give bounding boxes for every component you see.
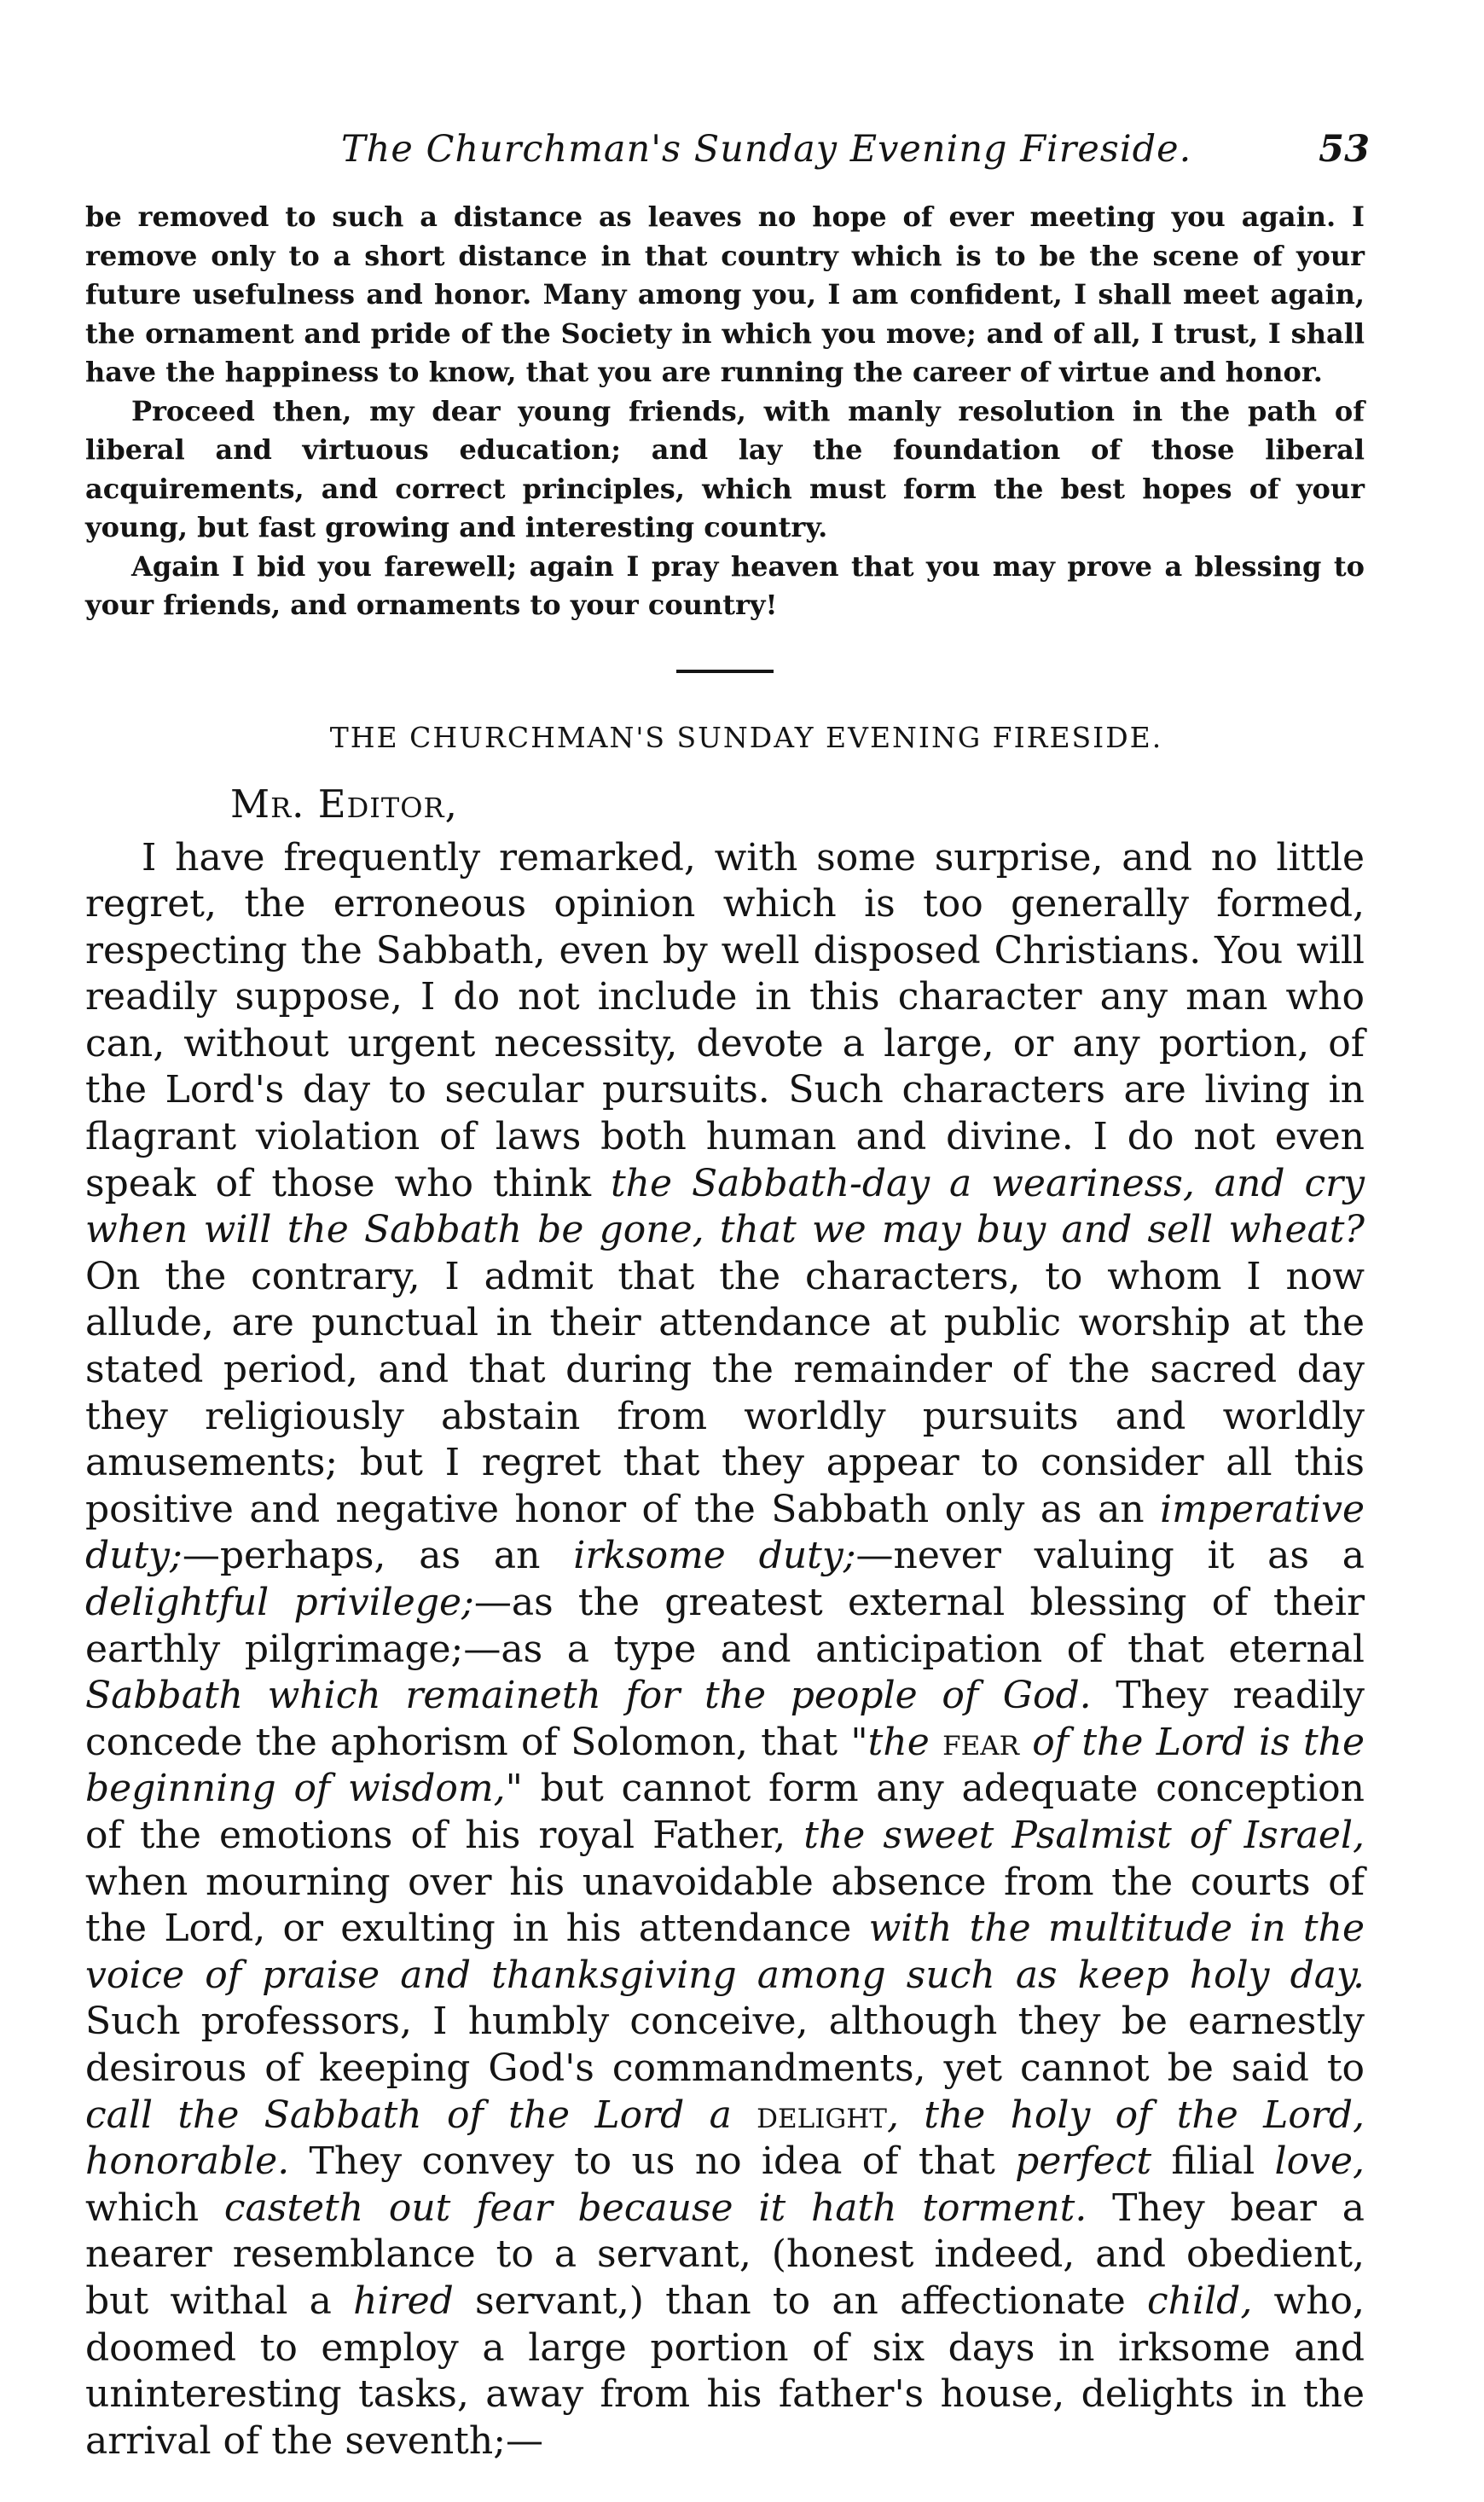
italic-text: with the multitude in the voice of praise and thanksgiving among such as keep holy day. [85, 1907, 1365, 1997]
letter-paragraph-1: be removed to such a distance as leaves no hope of ever meeting you again. I remove only to a short distance in that country which is to be the scene of your future usefulness and honor. Many among you, I am confident, I shall meet again, the ornament and pride of the Society in which you move; and of all, I trust, I shall have the happiness to know, that you are running the career of virtue and honor. [85, 200, 1365, 388]
italic-text: perfect [1015, 2139, 1152, 2184]
italic-text: casteth out fear because it hath torment. [223, 2186, 1087, 2230]
italic-text: delightful privilege; [85, 1581, 474, 1624]
section-divider [676, 670, 774, 673]
body-text-segment: They bear a nearer resemblance to a servant, (honest indeed, and obedient, but withal a [85, 2186, 1365, 2323]
italic-text: call the Sabbath of the Lord a [85, 2093, 757, 2137]
letter-paragraph-2: Proceed then, my dear young friends, with manly resolution in the path of liberal and virtuous education; and lay the foundation of those liberal acquirements, and correct principles, which must form the best hopes of your young, but fast growing and interesting country. [85, 394, 1365, 543]
running-head [85, 128, 1370, 179]
salutation: Mr. Editor, [230, 781, 458, 827]
body-text-segment: Such professors, I humbly conceive, although they be earnestly desirous of keeping God's commandments, yet cannot be said to [85, 2000, 1365, 2090]
article-body [85, 835, 1365, 2465]
small-caps-text: delight [756, 2093, 887, 2137]
body-text-segment: They convey to us no idea of that [289, 2139, 1016, 2184]
body-text-segment: —perhaps, as an [182, 1534, 574, 1578]
letter-paragraph-3: Again I bid you farewell; again I pray heaven that you may prove a blessing to your friends, and ornaments to your country! [85, 549, 1365, 621]
italic-text: imperative duty; [85, 1487, 1365, 1578]
body-text-segment: when mourning over his unavoidable absence from the courts of the Lord, or exulting in his attendance [85, 1860, 1365, 1951]
body-text-segment: servant,) than to an affectionate [453, 2279, 1148, 2323]
body-text-segment: I have frequently remarked, with some surprise, and no little regret, the erroneous opinion which is too generally formed, respecting the Sabbath, even by well disposed Christians. You will readily suppose, I do not include in this character any man who can, without urgent necessity, devote a large, or any portion, of the Lord's day to secular pursuits. Such characters are living in flagrant violation of laws both human and divine. I do not even speak of those who think [85, 835, 1365, 1205]
italic-text: child, [1147, 2279, 1253, 2323]
italic-text: the Sabbath-day a weariness, and cry when will the Sabbath be gone, that we may buy and sell wheat? [85, 1161, 1365, 1252]
body-text-segment: " but cannot form any adequate conception of the emotions of his royal Father, [85, 1767, 1365, 1857]
italic-text: the sweet Psalmist of Israel, [803, 1813, 1365, 1857]
italic-text: hired [353, 2279, 454, 2323]
body-text-segment: who, doomed to employ a large portion of six days in irksome and uninteresting tasks, away from his father's house, delights in the arrival of the seventh;— [85, 2279, 1365, 2463]
body-text-segment: which [85, 2186, 224, 2230]
section-title: THE CHURCHMAN'S SUNDAY EVENING FIRESIDE. [329, 720, 1163, 754]
body-text-segment: —as the greatest external blessing of their earthly pilgrimage;—as a type and anticipation of that eternal [85, 1581, 1365, 1671]
body-text-segment: filial [1151, 2139, 1275, 2184]
running-head-title: The Churchman's Sunday Evening Fireside. [341, 128, 1192, 171]
italic-text: Sabbath which remaineth for the people of God. [85, 1674, 1092, 1718]
page-number: 53 [1319, 128, 1370, 171]
previous-letter-ending [85, 198, 1365, 625]
small-caps-text: fear [942, 1720, 1019, 1764]
italic-text: love, [1274, 2139, 1365, 2184]
body-text-segment: —never valuing it as a [855, 1534, 1365, 1578]
italic-text: of the Lord is the beginning of wisdom, [85, 1720, 1365, 1811]
book-page [85, 128, 1370, 2502]
body-text-segment: On the contrary, I admit that the characters, to whom I now allude, are punctual in their attendance at public worship at the stated period, and that during the remainder of the sacred day they religiously abstain from worldly pursuits and worldly amusements; but I regret that they appear to consider all this positive and negative honor of the Sabbath only as an [85, 1254, 1365, 1531]
italic-text: irksome duty; [573, 1534, 856, 1578]
italic-text: , the holy of the Lord, honorable. [85, 2093, 1365, 2184]
body-text-segment: They readily concede the aphorism of Solomon, that " [85, 1674, 1365, 1764]
italic-text: the [867, 1720, 943, 1764]
